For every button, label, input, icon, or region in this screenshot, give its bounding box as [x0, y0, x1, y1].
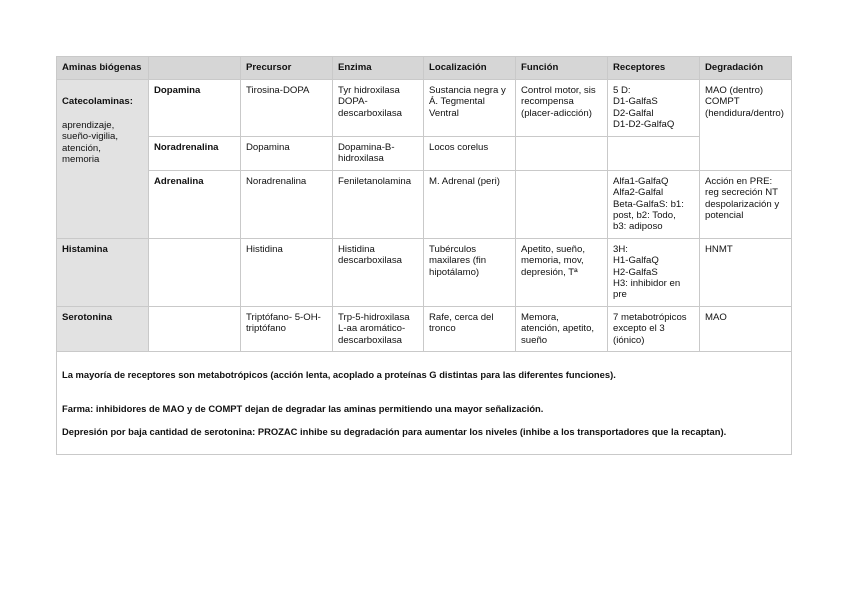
row-adrenalina [57, 170, 792, 238]
dopamina-funcion: Control motor, sis recompensa (placer-adicción) [516, 80, 608, 137]
noradrenalina-localizacion: Locos corelus [424, 137, 516, 171]
row-dopamina [57, 80, 792, 137]
adrenalina-degradacion: Acción en PRE: reg secreción NT despolarización y potencial [700, 170, 792, 238]
header-degradacion: Degradación [700, 57, 792, 80]
adrenalina-precursor: Noradrenalina [241, 170, 333, 238]
histamina-name: Histamina [57, 238, 149, 306]
noradrenalina-name: Noradrenalina [149, 137, 241, 171]
dopamina-degradacion: MAO (dentro) COMPT (hendidura/dentro) [700, 80, 792, 171]
histamina-receptores: 3H: H1-GalfaQ H2-GalfaS H3: inhibidor en pre [608, 238, 700, 306]
aminas-table [56, 56, 792, 455]
note-line-1: La mayoría de receptores son metabotrópicos (acción lenta, acoplado a proteínas G distintas para las diferentes funciones). [62, 368, 616, 380]
header-localizacion: Localización [424, 57, 516, 80]
serotonina-localizacion: Rafe, cerca del tronco [424, 306, 516, 351]
histamina-blank [149, 238, 241, 306]
histamina-funcion: Apetito, sueño, memoria, mov, depresión, Tª [516, 238, 608, 306]
dopamina-enzima: Tyr hidroxilasa DOPA- descarboxilasa [333, 80, 424, 137]
header-aminas: Aminas biógenas [57, 57, 149, 80]
note-line-3: Depresión por baja cantidad de serotonina: PROZAC inhibe su degradación para aumentar los niveles (inhibe a los transportadores que la recaptan). [62, 426, 727, 438]
notes-cell [57, 352, 792, 455]
row-histamina [57, 238, 792, 306]
header-funcion: Función [516, 57, 608, 80]
header-row [57, 57, 792, 80]
adrenalina-receptores: Alfa1-GalfaQ Alfa2-Galfal Beta-GalfaS: b1: post, b2: Todo, b3: adiposo [608, 170, 700, 238]
dopamina-localizacion: Sustancia negra y Á. Tegmental Ventral [424, 80, 516, 137]
note-line-2: Farma: inhibidores de MAO y de COMPT dejan de degradar las aminas permitiendo una mayor señalización. [62, 403, 544, 415]
catecolaminas-label: Catecolaminas: [62, 96, 133, 108]
histamina-enzima: Histidina descarboxilasa [333, 238, 424, 306]
dopamina-precursor: Tirosina-DOPA [241, 80, 333, 137]
serotonina-precursor: Triptófano- 5-OH- triptófano [241, 306, 333, 351]
serotonina-degradacion: MAO [700, 306, 792, 351]
adrenalina-name: Adrenalina [149, 170, 241, 238]
row-serotonina [57, 306, 792, 351]
serotonina-blank [149, 306, 241, 351]
noradrenalina-receptores [608, 137, 700, 171]
dopamina-receptores: 5 D: D1-GalfaS D2-Galfal D1-D2-GalfaQ [608, 80, 700, 137]
noradrenalina-funcion [516, 137, 608, 171]
group-catecolaminas [57, 80, 149, 239]
row-noradrenalina [57, 137, 792, 171]
catecolaminas-note: aprendizaje, sueño-vigilia, atención, memoria [62, 119, 118, 166]
histamina-localizacion: Tubérculos maxilares (fin hipotálamo) [424, 238, 516, 306]
serotonina-receptores: 7 metabotrópicos excepto el 3 (iónico) [608, 306, 700, 351]
noradrenalina-enzima: Dopamina-B- hidroxilasa [333, 137, 424, 171]
histamina-precursor: Histidina [241, 238, 333, 306]
adrenalina-enzima: Feniletanolamina [333, 170, 424, 238]
header-blank [149, 57, 241, 80]
notes-row [57, 352, 792, 455]
serotonina-enzima: Trp-5-hidroxilasa L-aa aromático- descarboxilasa [333, 306, 424, 351]
header-receptores: Receptores [608, 57, 700, 80]
histamina-degradacion: HNMT [700, 238, 792, 306]
serotonina-name: Serotonina [57, 306, 149, 351]
adrenalina-funcion [516, 170, 608, 238]
header-enzima: Enzima [333, 57, 424, 80]
serotonina-funcion: Memora, atención, apetito, sueño [516, 306, 608, 351]
adrenalina-localizacion: M. Adrenal (peri) [424, 170, 516, 238]
header-precursor: Precursor [241, 57, 333, 80]
dopamina-name: Dopamina [149, 80, 241, 137]
noradrenalina-precursor: Dopamina [241, 137, 333, 171]
